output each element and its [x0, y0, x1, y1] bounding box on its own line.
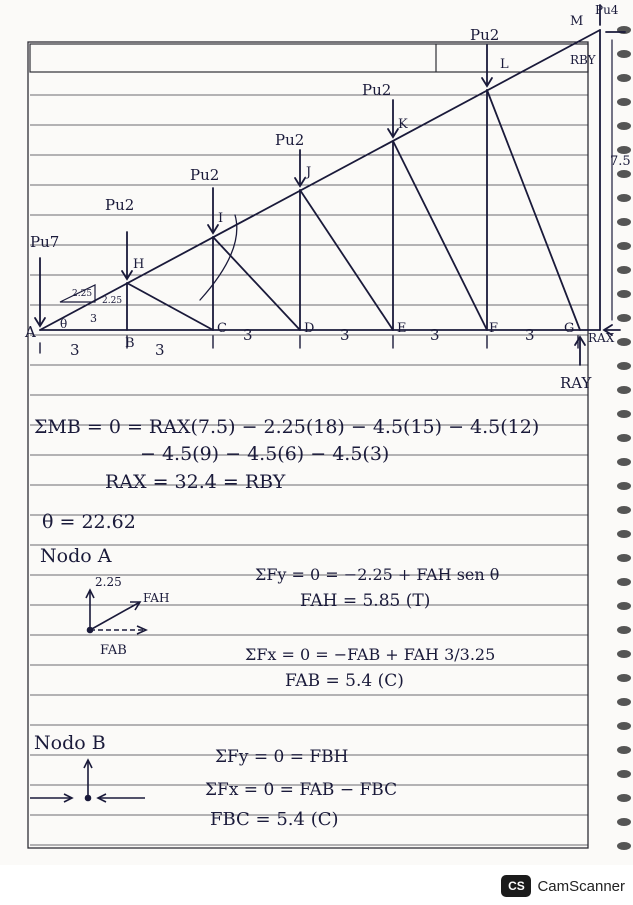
spiral-ring	[617, 218, 631, 226]
dim-label: 2.25	[102, 296, 123, 306]
node-b-title: Nodo B	[34, 732, 106, 754]
spiral-ring	[617, 554, 631, 562]
moment-equation-2: − 4.5(9) − 4.5(6) − 4.5(3)	[140, 443, 390, 465]
spiral-ring	[617, 314, 631, 322]
spiral-ring	[617, 194, 631, 202]
spiral-ring	[617, 266, 631, 274]
node-a-eq2: ΣFx = 0 = −FAB + FAH 3/3.25	[245, 645, 496, 664]
node-a-title: Nodo A	[40, 545, 112, 567]
spiral-ring	[617, 842, 631, 850]
theta-value: θ = 22.62	[42, 511, 136, 533]
camscanner-name: CamScanner	[537, 877, 625, 895]
spiral-ring	[617, 530, 631, 538]
spiral-ring	[617, 362, 631, 370]
fbd-force-label: 2.25	[95, 575, 122, 589]
span-label: 3	[155, 341, 165, 359]
node-label: H	[133, 257, 145, 272]
spiral-ring	[617, 242, 631, 250]
spiral-ring	[617, 74, 631, 82]
node-label: C	[217, 321, 227, 336]
theta-label: θ	[60, 317, 68, 331]
spiral-ring	[617, 146, 631, 154]
load-label: Pu2	[275, 131, 305, 149]
spiral-ring	[617, 818, 631, 826]
spiral-ring	[617, 794, 631, 802]
span-label: 3	[525, 326, 535, 344]
node-a-res2: FAB = 5.4 (C)	[285, 671, 404, 691]
spiral-ring	[617, 698, 631, 706]
node-label: E	[397, 321, 407, 336]
spiral-ring	[617, 602, 631, 610]
spiral-ring	[617, 170, 631, 178]
spiral-ring	[617, 386, 631, 394]
load-label: Pu2	[470, 26, 500, 44]
node-label: I	[218, 211, 224, 226]
span-label: 3	[340, 326, 350, 344]
span-label: 3	[70, 341, 80, 359]
spiral-ring	[617, 626, 631, 634]
node-label: M	[570, 14, 584, 29]
node-label: B	[125, 336, 135, 351]
spiral-ring	[617, 458, 631, 466]
spiral-ring	[617, 338, 631, 346]
node-a-res1: FAH = 5.85 (T)	[300, 591, 431, 611]
node-label: F	[489, 321, 499, 336]
camscanner-logo: CS	[501, 875, 531, 897]
moment-equation-1: ΣMB = 0 = RAX(7.5) − 2.25(18) − 4.5(15) − 4.5(12)	[34, 416, 540, 438]
spiral-ring	[617, 290, 631, 298]
scanner-watermark	[501, 875, 625, 897]
rax-result: RAX = 32.4 = RBY	[105, 471, 286, 493]
span-label: 3	[430, 326, 440, 344]
span-label: 3	[243, 326, 253, 344]
node-b-result: FBC = 5.4 (C)	[210, 809, 339, 830]
theta-span: 3	[90, 312, 97, 325]
spiral-ring	[617, 650, 631, 658]
node-label: J	[306, 165, 312, 180]
node-label: D	[304, 321, 315, 336]
node-label: A	[25, 323, 36, 341]
reaction-label: RAY	[560, 374, 592, 392]
node-label: L	[500, 57, 509, 72]
node-b-eq2: ΣFx = 0 = FAB − FBC	[205, 780, 398, 800]
load-label: Pu2	[105, 196, 135, 214]
spiral-ring	[617, 746, 631, 754]
load-label: Pu2	[362, 81, 392, 99]
node-a-eq1: ΣFy = 0 = −2.25 + FAH sen θ	[255, 565, 500, 584]
spiral-binding	[617, 26, 631, 850]
reaction-label: RBY	[570, 53, 596, 67]
load-label: Pu7	[30, 233, 60, 251]
spiral-ring	[617, 410, 631, 418]
spiral-ring	[617, 122, 631, 130]
spiral-ring	[617, 434, 631, 442]
spiral-ring	[617, 722, 631, 730]
dim-label: 2.25	[72, 289, 93, 299]
node-label: G	[564, 321, 575, 336]
spiral-ring	[617, 770, 631, 778]
spiral-ring	[617, 578, 631, 586]
load-label: Pu2	[190, 166, 220, 184]
fbd-fah-label: FAH	[143, 591, 170, 605]
spiral-ring	[617, 98, 631, 106]
height-label: 7.5	[610, 154, 631, 169]
load-label: Pu4	[595, 3, 619, 17]
spiral-ring	[617, 482, 631, 490]
spiral-ring	[617, 506, 631, 514]
spiral-ring	[617, 674, 631, 682]
fbd-fab-label: FAB	[100, 643, 127, 658]
node-b-eq1: ΣFy = 0 = FBH	[215, 747, 349, 767]
spiral-ring	[617, 50, 631, 58]
reaction-label: RAX	[588, 331, 615, 345]
node-label: K	[398, 117, 408, 132]
